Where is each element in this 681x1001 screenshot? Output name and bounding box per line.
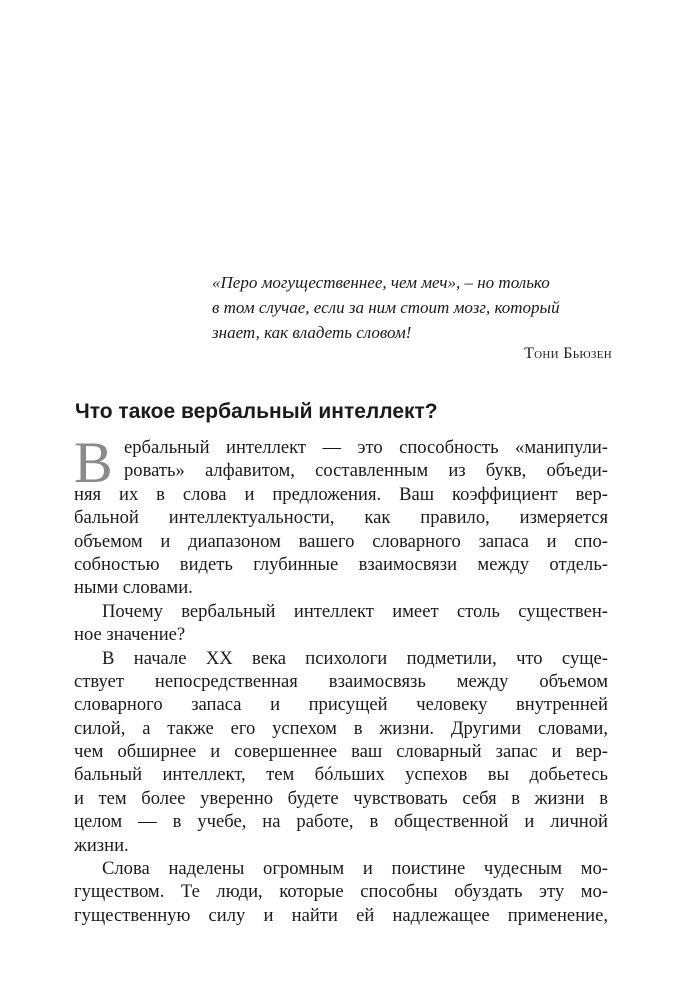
- text-line: В начале XX века психологи подметили, что суще-: [102, 647, 608, 669]
- epigraph-line: знает, как владеть словом!: [212, 323, 412, 342]
- text-line: объемом и диапазоном вашего словарного запаса и спо-: [74, 530, 608, 552]
- text-line: словарного запаса и присущей человеку внутренней: [74, 694, 608, 716]
- drop-cap: В: [74, 430, 113, 495]
- text-line: Слова наделены огромным и поистине чудесным мо-: [102, 858, 608, 880]
- text-line: собностью видеть глубинные взаимосвязи между отдель-: [74, 553, 608, 575]
- text-line: ровать» алфавитом, составленным из букв, объеди-: [124, 460, 608, 482]
- text-line: и тем более уверенно будете чувствовать себя в жизни в: [74, 787, 608, 809]
- epigraph-author: Тони Бьюзен: [524, 345, 612, 362]
- text-line: жизни.: [74, 834, 129, 856]
- text-line: няя их в слова и предложения. Ваш коэффициент вер-: [74, 483, 608, 505]
- body-text: [74, 430, 608, 927]
- text-line: ными словами.: [74, 577, 193, 599]
- text-line: чем обширнее и совершеннее ваш словарный запас и вер-: [74, 741, 608, 763]
- text-line: гущественную силу и найти ей надлежащее применение,: [74, 904, 608, 926]
- epigraph: [212, 270, 612, 345]
- text-line: бальный интеллект, тем бóльших успехов вы добьетесь: [74, 764, 608, 786]
- text-line: Почему вербальный интеллект имеет столь существен-: [102, 600, 608, 622]
- text-line: целом — в учебе, на работе, в общественной и личной: [74, 811, 608, 833]
- epigraph-line: в том случае, если за ним стоит мозг, который: [212, 298, 560, 317]
- text-line: гуществом. Те люди, которые способны обуздать эту мо-: [74, 881, 608, 903]
- text-line: ное значение?: [74, 624, 186, 646]
- text-line: силой, а также его успехом в жизни. Другими словами,: [74, 717, 608, 739]
- text-line: ствует непосредственная взаимосвязь между объемом: [74, 670, 608, 692]
- text-line: бальной интеллектуальности, как правило, измеряется: [74, 507, 608, 529]
- epigraph-line: «Перо могущественнее, чем меч», – но только: [212, 273, 550, 292]
- section-heading: Что такое вербальный интеллект?: [75, 400, 438, 423]
- text-line: ербальный интеллект — это способность «манипули-: [124, 437, 608, 458]
